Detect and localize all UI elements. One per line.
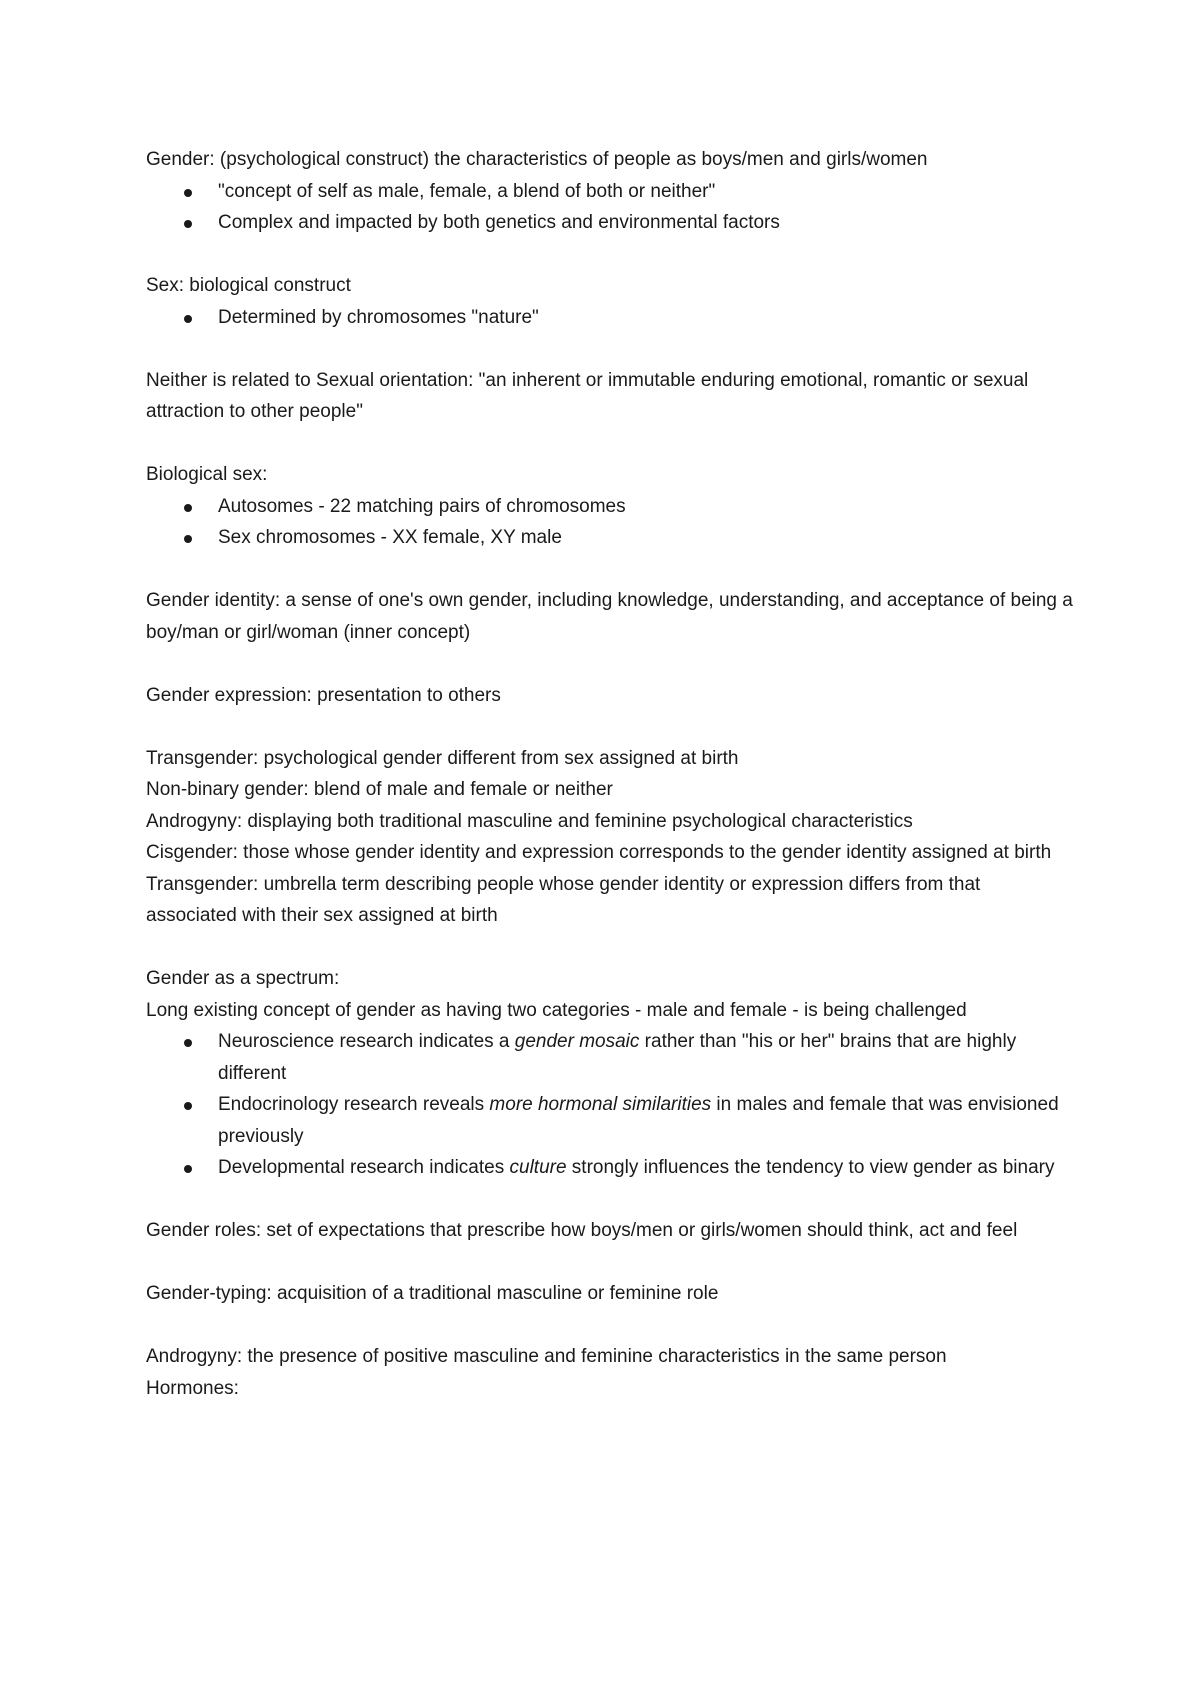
paragraph: Gender as a spectrum: xyxy=(146,968,340,989)
paragraph: Androgyny: the presence of positive masculine and feminine characteristics in the same person xyxy=(146,1346,947,1367)
gender-identity-block xyxy=(146,585,1076,648)
paragraph: Gender: (psychological construct) the characteristics of people as boys/men and girls/women xyxy=(146,149,928,170)
sexual-orientation-block xyxy=(146,365,1076,428)
paragraph: Cisgender: those whose gender identity and expression corresponds to the gender identity assigned at birth xyxy=(146,842,1052,863)
document-page xyxy=(146,144,1076,1404)
emphasis-text: culture xyxy=(509,1157,567,1178)
paragraph: Gender-typing: acquisition of a traditional masculine or feminine role xyxy=(146,1283,719,1304)
paragraph: Biological sex: xyxy=(146,464,268,485)
bullet-item: Determined by chromosomes "nature" xyxy=(146,302,1076,334)
bullet-list xyxy=(146,1026,1076,1184)
bullet-item: Sex chromosomes - XX female, XY male xyxy=(146,522,1076,554)
bullet-item: "concept of self as male, female, a blend of both or neither" xyxy=(146,176,1076,208)
paragraph: Neither is related to Sexual orientation: "an inherent or immutable enduring emotional, romantic or sexual attraction to other people" xyxy=(146,369,1029,422)
paragraph: Gender identity: a sense of one's own gender, including knowledge, understanding, and acceptance of being a boy/man or girl/woman (inner concept) xyxy=(146,590,1073,643)
paragraph: Transgender: umbrella term describing people whose gender identity or expression differs from that associated with their sex assigned at birth xyxy=(146,873,981,926)
bullet-text: strongly influences the tendency to view gender as binary xyxy=(566,1157,1055,1178)
bullet-item: Autosomes - 22 matching pairs of chromosomes xyxy=(146,491,1076,523)
gender-spectrum-block xyxy=(146,963,1076,1184)
bullet-text: Neuroscience research indicates a xyxy=(218,1031,515,1052)
paragraph: Hormones: xyxy=(146,1377,239,1399)
gender-definition-block xyxy=(146,144,1076,239)
bullet-item xyxy=(146,1089,1076,1152)
paragraph: Transgender: psychological gender different from sex assigned at birth xyxy=(146,747,739,769)
gender-typing-block xyxy=(146,1278,1076,1310)
paragraph: Gender roles: set of expectations that prescribe how boys/men or girls/women should think, act and feel xyxy=(146,1220,1018,1241)
bullet-list xyxy=(146,302,1076,334)
paragraph: Long existing concept of gender as having two categories - male and female - is being challenged xyxy=(146,999,967,1021)
bullet-text: Endocrinology research reveals xyxy=(218,1094,490,1115)
paragraph: Androgyny: displaying both traditional masculine and feminine psychological characteristics xyxy=(146,810,913,832)
emphasis-text: gender mosaic xyxy=(514,1031,640,1052)
gender-roles-block xyxy=(146,1215,1076,1247)
bullet-text: in males and female that was envisioned previously xyxy=(218,1094,1059,1147)
bullet-item xyxy=(146,1026,1076,1089)
paragraph: Gender expression: presentation to others xyxy=(146,684,501,706)
gender-expression-block xyxy=(146,680,1076,712)
emphasis-text: more hormonal similarities xyxy=(489,1094,712,1115)
bullet-list xyxy=(146,176,1076,239)
biological-sex-block xyxy=(146,459,1076,554)
bullet-text: Developmental research indicates xyxy=(218,1157,510,1178)
gender-terms-block xyxy=(146,743,1076,932)
bullet-text: rather than "his or her" brains that are highly different xyxy=(218,1031,1017,1084)
bullet-item xyxy=(146,1152,1076,1184)
paragraph: Non-binary gender: blend of male and female or neither xyxy=(146,779,613,800)
bullet-item: Complex and impacted by both genetics and environmental factors xyxy=(146,207,1076,239)
androgyny-hormones-block xyxy=(146,1341,1076,1404)
bullet-list xyxy=(146,491,1076,554)
sex-definition-block xyxy=(146,270,1076,333)
paragraph: Sex: biological construct xyxy=(146,275,351,296)
